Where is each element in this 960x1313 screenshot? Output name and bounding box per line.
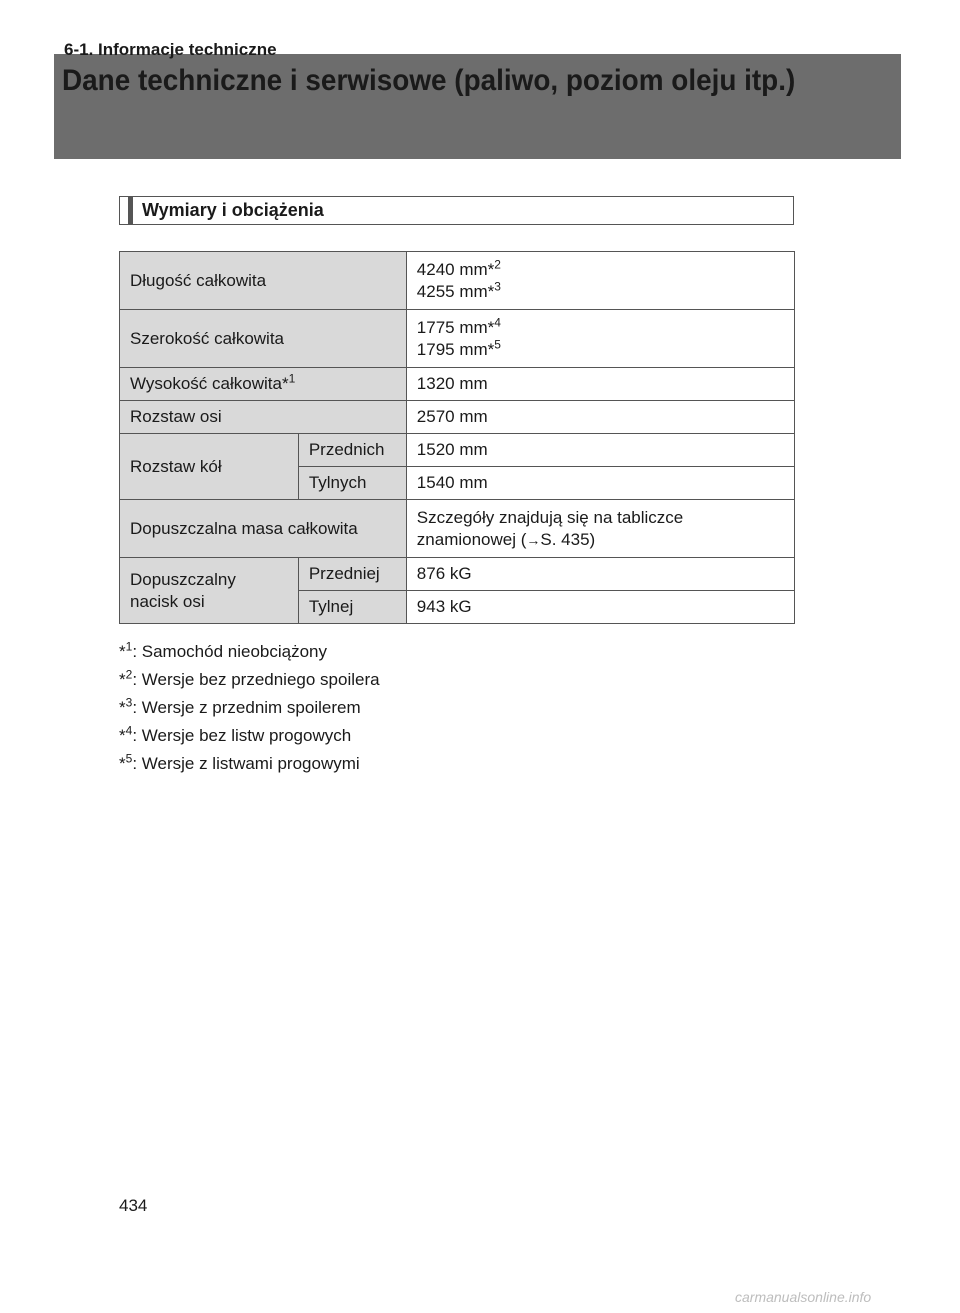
row-label-gross-mass: Dopuszczalna masa całkowita xyxy=(120,500,407,558)
arrow-right-icon: → xyxy=(526,531,541,548)
section-heading xyxy=(119,196,794,225)
sub-label-axle-front: Przedniej xyxy=(298,558,406,591)
sub-label-axle-rear: Tylnej xyxy=(298,591,406,624)
row-value-height: 1320 mm xyxy=(406,368,794,401)
table-row xyxy=(120,252,795,310)
row-value-axle-rear: 943 kG xyxy=(406,591,794,624)
section-marker xyxy=(128,197,133,224)
row-value-axle-front: 876 kG xyxy=(406,558,794,591)
footnote: *$^2$: Wersje bez przedniego spoilera xyxy=(119,667,380,689)
row-value-track-front: 1520 mm xyxy=(406,434,794,467)
section-title: Wymiary i obciążenia xyxy=(142,200,324,220)
row-value-track-rear: 1540 mm xyxy=(406,467,794,500)
row-label-width: Szerokość całkowita xyxy=(120,310,407,368)
table-row xyxy=(120,500,795,558)
table-row xyxy=(120,434,795,467)
page-number: 434 xyxy=(119,1196,148,1215)
table-row xyxy=(120,401,795,434)
footnote: *$^1$: Samochód nieobciążony xyxy=(119,639,327,661)
row-value-length: 4240 mm*$^2$ 4255 mm*$^3$ xyxy=(406,252,794,310)
row-value-gross-mass: Szczegóły znajdują się na tabliczce znamionowej (→S. 435) xyxy=(406,500,794,558)
row-label-axle-load: Dopuszczalny nacisk osi xyxy=(120,558,299,624)
footnote: *$^4$: Wersje bez listw progowych xyxy=(119,723,352,745)
row-label-wheelbase: Rozstaw osi xyxy=(120,401,407,434)
row-label-length: Długość całkowita xyxy=(120,252,407,310)
page-title: Dane techniczne i serwisowe (paliwo, poziom oleju itp.) xyxy=(62,64,796,97)
footnote: *$^5$: Wersje z listwami progowymi xyxy=(119,751,360,773)
footnote: *$^3$: Wersje z przednim spoilerem xyxy=(119,695,361,717)
watermark: carmanualsonline.info xyxy=(735,1289,872,1305)
footnotes xyxy=(119,641,380,781)
sub-label-track-front: Przednich xyxy=(298,434,406,467)
sub-label-track-rear: Tylnych xyxy=(298,467,406,500)
section-number: 6-1. Informacje techniczne xyxy=(64,40,277,59)
table-row xyxy=(120,310,795,368)
row-value-wheelbase: 2570 mm xyxy=(406,401,794,434)
row-label-height: Wysokość całkowita*$^1$ xyxy=(120,368,407,401)
dimensions-table xyxy=(119,251,795,624)
row-label-track: Rozstaw kół xyxy=(120,434,299,500)
row-value-width: 1775 mm*$^4$ 1795 mm*$^5$ xyxy=(406,310,794,368)
table-row xyxy=(120,558,795,591)
table-row xyxy=(120,368,795,401)
